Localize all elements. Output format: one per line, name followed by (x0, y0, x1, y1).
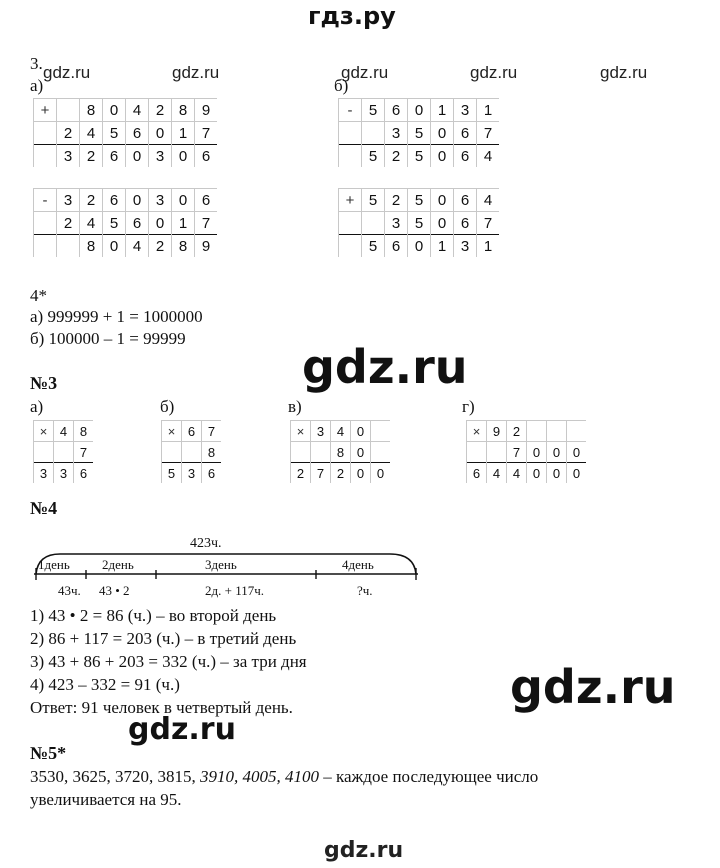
digit-cell: 6 (74, 463, 94, 484)
sequence-given: 3530, 3625, 3720, 3815, (30, 767, 200, 786)
digit-cell: 0 (527, 442, 547, 463)
task-title: №4 (30, 498, 58, 518)
digit-cell: 4 (80, 122, 103, 145)
digit-cell: 8 (80, 99, 103, 122)
digit-cell: 1 (477, 99, 500, 122)
digit-cell (362, 212, 385, 235)
digit-cell: 5 (408, 189, 431, 212)
digit-cell: 3 (311, 421, 331, 442)
operator-cell (339, 212, 362, 235)
table-row (34, 99, 218, 122)
operator-cell (339, 122, 362, 145)
digit-cell: 8 (172, 235, 195, 258)
digit-cell: 0 (172, 145, 195, 168)
table-row (339, 145, 500, 168)
digit-cell: 2 (149, 235, 172, 258)
watermark: gdz.ru (341, 63, 389, 82)
task-title: №5* (30, 743, 67, 763)
digit-cell: 2 (149, 99, 172, 122)
digit-cell: 0 (149, 212, 172, 235)
digit-cell: 0 (567, 442, 587, 463)
digit-cell: 2 (291, 463, 311, 484)
table-row (34, 212, 218, 235)
digit-cell: 4 (126, 235, 149, 258)
digit-cell: 3 (34, 463, 54, 484)
digit-cell: 5 (362, 235, 385, 258)
multiplication-table (466, 420, 586, 483)
digit-cell (487, 442, 507, 463)
segment-value: ?ч. (357, 583, 373, 598)
diagram-total: 423ч. (190, 536, 222, 551)
digit-cell: 5 (408, 212, 431, 235)
segment-label: 1день (38, 557, 70, 572)
digit-cell: 7 (195, 122, 218, 145)
digit-cell: 7 (477, 212, 500, 235)
digit-cell: 8 (331, 442, 351, 463)
label-g: г) (462, 397, 475, 416)
segment-value: 2д. + 117ч. (205, 583, 265, 598)
digit-cell (527, 421, 547, 442)
table-row (339, 189, 500, 212)
digit-cell (57, 235, 80, 258)
digit-cell: 0 (149, 122, 172, 145)
watermark: gdz.ru (43, 63, 91, 82)
digit-cell: 9 (195, 99, 218, 122)
segment-value: 43 • 2 (99, 583, 130, 598)
operator-cell (339, 145, 362, 168)
sequence-line (30, 765, 538, 788)
label-a: а) (30, 397, 44, 416)
digit-cell: 6 (202, 463, 222, 484)
digit-cell: 0 (351, 463, 371, 484)
digit-cell: 4 (507, 463, 527, 484)
label-b: б) (160, 397, 175, 416)
task-number: 3. (30, 54, 43, 73)
digit-cell: 3 (57, 189, 80, 212)
watermark: gdz.ru (324, 838, 404, 863)
digit-cell: 6 (126, 212, 149, 235)
digit-cell (34, 442, 54, 463)
digit-cell (291, 442, 311, 463)
digit-cell: 1 (477, 235, 500, 258)
operator-cell: × (34, 421, 54, 442)
digit-cell: 3 (54, 463, 74, 484)
answer-line: Ответ: 91 человек в четвертый день. (30, 698, 293, 717)
table-row (291, 421, 391, 442)
operator-cell: + (34, 99, 57, 122)
operator-cell: - (339, 99, 362, 122)
digit-cell: 8 (172, 99, 195, 122)
operator-cell: - (34, 189, 57, 212)
digit-cell (57, 99, 80, 122)
digit-cell: 0 (126, 189, 149, 212)
digit-cell: 6 (454, 189, 477, 212)
digit-cell: 2 (57, 212, 80, 235)
table-row (34, 122, 218, 145)
solution-line: 3) 43 + 86 + 203 = 332 (ч.) – за три дня (30, 652, 307, 671)
digit-cell: 0 (431, 145, 454, 168)
segment-label: 4день (342, 557, 374, 572)
digit-cell: 2 (385, 189, 408, 212)
digit-cell (362, 122, 385, 145)
digit-cell: 6 (126, 122, 149, 145)
digit-cell: 6 (454, 145, 477, 168)
digit-cell: 6 (385, 235, 408, 258)
sequence-continued: 3910, 4005, 4100 (200, 767, 319, 786)
table-row (339, 235, 500, 258)
equation-a: а) 999999 + 1 = 1000000 (30, 307, 203, 326)
table-row (34, 235, 218, 258)
digit-cell (371, 421, 391, 442)
digit-cell: 0 (351, 421, 371, 442)
multiplication-table (33, 420, 93, 483)
operator-cell (34, 212, 57, 235)
digit-cell: 5 (162, 463, 182, 484)
equation-b: б) 100000 – 1 = 99999 (30, 329, 186, 348)
digit-cell: 5 (103, 212, 126, 235)
digit-cell: 8 (80, 235, 103, 258)
digit-cell: 2 (331, 463, 351, 484)
table-row (339, 212, 500, 235)
digit-cell: 2 (385, 145, 408, 168)
table-row (162, 421, 222, 442)
digit-cell: 3 (182, 463, 202, 484)
digit-cell (162, 442, 182, 463)
watermark: gdz.ru (470, 63, 518, 82)
digit-cell: 0 (103, 99, 126, 122)
label-b: б) (334, 76, 349, 95)
digit-cell: 2 (80, 145, 103, 168)
table-row (162, 442, 222, 463)
digit-cell: 1 (172, 122, 195, 145)
digit-cell: 1 (172, 212, 195, 235)
label-a: а) (30, 76, 44, 95)
addition-table (338, 188, 499, 257)
digit-cell: 6 (182, 421, 202, 442)
digit-cell: 5 (362, 99, 385, 122)
digit-cell (54, 442, 74, 463)
operator-cell: × (291, 421, 311, 442)
digit-cell: 0 (431, 122, 454, 145)
operator-cell: + (339, 189, 362, 212)
digit-cell: 6 (103, 145, 126, 168)
digit-cell: 4 (477, 145, 500, 168)
digit-cell: 7 (507, 442, 527, 463)
operator-cell (34, 145, 57, 168)
sequence-line-2: увеличивается на 95. (30, 790, 182, 809)
watermark-medium: gdz.ru (128, 712, 236, 747)
digit-cell: 5 (103, 122, 126, 145)
digit-cell: 0 (351, 442, 371, 463)
digit-cell: 3 (385, 122, 408, 145)
digit-cell: 5 (362, 189, 385, 212)
digit-cell: 0 (103, 235, 126, 258)
solution-line: 2) 86 + 117 = 203 (ч.) – в третий день (30, 629, 297, 648)
digit-cell: 7 (195, 212, 218, 235)
operator-cell (339, 235, 362, 258)
digit-cell: 7 (477, 122, 500, 145)
digit-cell: 7 (74, 442, 94, 463)
table-row (291, 442, 391, 463)
table-row (162, 463, 222, 484)
table-row (34, 442, 94, 463)
addition-table (33, 98, 217, 167)
table-row (34, 145, 218, 168)
segment-label: 3день (205, 557, 237, 572)
digit-cell: 0 (408, 99, 431, 122)
digit-cell: 8 (202, 442, 222, 463)
digit-cell: 2 (507, 421, 527, 442)
digit-cell: 8 (74, 421, 94, 442)
watermark: gdz.ru (600, 63, 648, 82)
label-v: в) (288, 397, 302, 416)
subtraction-table (338, 98, 499, 167)
watermark: gdz.ru (172, 63, 220, 82)
table-row (339, 99, 500, 122)
digit-cell: 6 (195, 145, 218, 168)
digit-cell: 6 (195, 189, 218, 212)
digit-cell: 9 (487, 421, 507, 442)
table-row (291, 463, 391, 484)
table-row (467, 442, 587, 463)
digit-cell: 0 (567, 463, 587, 484)
digit-cell: 0 (371, 463, 391, 484)
digit-cell: 0 (547, 442, 567, 463)
sequence-rule: – каждое последующее число (319, 767, 539, 786)
subtraction-table (33, 188, 217, 257)
solution-line: 4) 423 – 332 = 91 (ч.) (30, 675, 180, 694)
digit-cell: 0 (547, 463, 567, 484)
digit-cell: 3 (454, 235, 477, 258)
table-row (339, 122, 500, 145)
digit-cell: 5 (408, 145, 431, 168)
digit-cell: 6 (454, 122, 477, 145)
watermark-large: gdz.ru (510, 660, 676, 714)
solution-line: 1) 43 • 2 = 86 (ч.) – во второй день (30, 606, 277, 625)
digit-cell: 7 (202, 421, 222, 442)
operator-cell (34, 235, 57, 258)
digit-cell: 4 (126, 99, 149, 122)
digit-cell: 3 (149, 145, 172, 168)
multiplication-table (161, 420, 221, 483)
digit-cell (567, 421, 587, 442)
digit-cell: 3 (149, 189, 172, 212)
segment-label: 2день (102, 557, 134, 572)
digit-cell: 1 (431, 99, 454, 122)
digit-cell: 5 (362, 145, 385, 168)
digit-cell: 4 (331, 421, 351, 442)
digit-cell: 5 (408, 122, 431, 145)
table-row (467, 463, 587, 484)
digit-cell: 2 (57, 122, 80, 145)
digit-cell (467, 442, 487, 463)
digit-cell (182, 442, 202, 463)
operator-cell (34, 122, 57, 145)
digit-cell: 4 (54, 421, 74, 442)
digit-cell (371, 442, 391, 463)
watermark-large: gdz.ru (302, 340, 468, 394)
digit-cell: 3 (57, 145, 80, 168)
task-title: №3 (30, 373, 58, 393)
table-row (34, 463, 94, 484)
multiplication-table (290, 420, 390, 483)
digit-cell: 9 (195, 235, 218, 258)
digit-cell: 0 (172, 189, 195, 212)
digit-cell: 0 (431, 189, 454, 212)
digit-cell (311, 442, 331, 463)
digit-cell: 7 (311, 463, 331, 484)
digit-cell: 0 (527, 463, 547, 484)
operator-cell: × (467, 421, 487, 442)
table-row (34, 189, 218, 212)
digit-cell: 0 (431, 212, 454, 235)
digit-cell: 6 (467, 463, 487, 484)
digit-cell: 6 (103, 189, 126, 212)
site-title: гдз.ру (308, 2, 396, 30)
digit-cell: 0 (126, 145, 149, 168)
task-title: 4* (30, 286, 47, 305)
digit-cell: 4 (477, 189, 500, 212)
digit-cell: 3 (454, 99, 477, 122)
digit-cell: 6 (454, 212, 477, 235)
digit-cell: 4 (487, 463, 507, 484)
digit-cell: 0 (408, 235, 431, 258)
segment-value: 43ч. (58, 583, 81, 598)
digit-cell: 1 (431, 235, 454, 258)
table-row (34, 421, 94, 442)
digit-cell: 4 (80, 212, 103, 235)
digit-cell: 3 (385, 212, 408, 235)
digit-cell (547, 421, 567, 442)
digit-cell: 2 (80, 189, 103, 212)
operator-cell: × (162, 421, 182, 442)
table-row (467, 421, 587, 442)
digit-cell: 6 (385, 99, 408, 122)
